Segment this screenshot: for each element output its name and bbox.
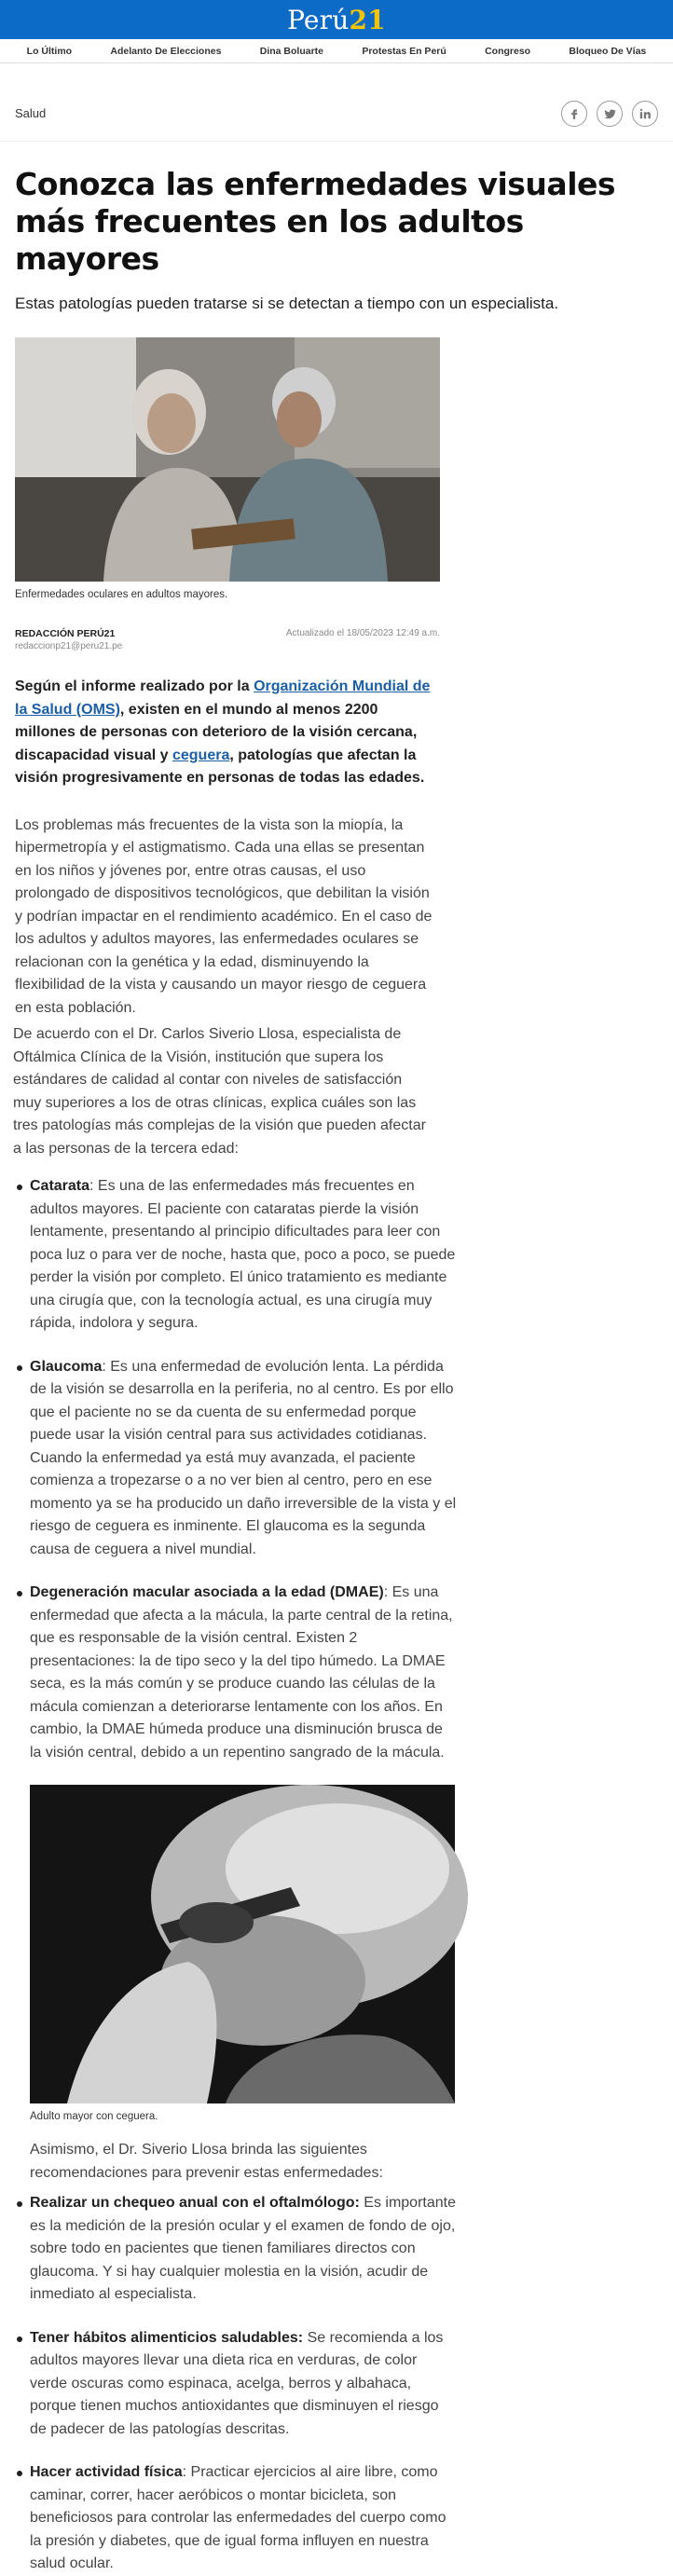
site-logo[interactable] — [287, 5, 386, 35]
blind-elder-illustration — [30, 1785, 455, 2103]
nav-item-protestas[interactable]: Protestas En Perú — [362, 45, 446, 57]
diseases-list — [0, 1175, 457, 1764]
facebook-icon[interactable] — [561, 101, 587, 127]
section-label[interactable]: Salud — [15, 106, 47, 120]
item-text: Es importante es la medición de la presión ocular y el examen de fondo de ojo, sobre todo en pacientes que tienen familiares directos con glaucoma. Y si hay cualquier molestia en la visión, acudir de inmediato al especialista. — [30, 2195, 456, 2302]
nav-item-dina-boluarte[interactable]: Dina Boluarte — [259, 45, 324, 57]
logo-number: 21 — [349, 4, 386, 35]
list-item — [30, 1175, 457, 1336]
author-email[interactable]: redaccionp21@peru21.pe — [15, 641, 123, 651]
nav-item-bloqueo-vias[interactable]: Bloqueo De Vías — [569, 45, 647, 57]
item-text: : Es una enfermedad que afecta a la mácula, la parte central de la retina, que es responsable de la visión central. Existen 2 presentaciones: la de tipo seco y la del tipo húmedo. La DMAE seca, es la más común y se produce cuando las células de la mácula comienzan a deteriorarse lentamente con los años. En cambio, la DMAE húmeda produce una disminución brusca de la visión central, debido a un repentino sangrado de la mácula. — [30, 1584, 453, 1761]
list-item — [30, 2461, 457, 2576]
item-title: Tener hábitos alimenticios saludables: — [30, 2329, 304, 2346]
list-item — [30, 1356, 457, 1562]
section-bar — [0, 86, 673, 142]
main-nav — [0, 39, 673, 63]
item-title: Hacer actividad física — [30, 2464, 183, 2480]
hero-image — [15, 337, 440, 582]
photo2-caption: Adulto mayor con ceguera. — [30, 2111, 158, 2122]
item-title: Catarata — [30, 1178, 90, 1194]
item-text: : Es una enfermedad de evolución lenta. La pérdida de la visión se desarrolla en la periferia, no al centro. Es por ello que el paciente no se da cuenta de su enfermedad porque puede usar la visión central para sus actividades cotidianas. Cuando la enfermedad ya está muy avanzada, el paciente comienza a tropezarse o a no ver bien al centro, pero en ese momento ya se ha producido un daño irreversible de la vista y el riesgo de ceguera es inminente. El glaucoma es la segunda causa de ceguera a nivel mundial. — [30, 1358, 457, 1557]
twitter-icon[interactable] — [597, 101, 623, 127]
nav-item-adelanto-elecciones[interactable]: Adelanto De Elecciones — [110, 45, 222, 57]
hero-illustration — [15, 337, 440, 582]
logo-text: Perú — [287, 4, 350, 35]
site-header — [0, 0, 673, 39]
item-text: : Es una de las enfermedades más frecuentes en adultos mayores. El paciente con cataratas pierde la visión lentamente, presentando al principio dificultades para leer con poca luz o para ver de noche, hasta que, poco a poco, se puede perder la visión por completo. El único tratamiento es mediante una cirugía que, con la tecnología actual, es una cirugía muy rápida, indolora y segura. — [30, 1178, 456, 1331]
article-subtitle: Estas patologías pueden tratarse si se detectan a tiempo con un especialista. — [15, 295, 559, 312]
hero-caption: Enfermedades oculares en adultos mayores. — [15, 589, 228, 600]
nav-item-congreso[interactable]: Congreso — [485, 45, 531, 57]
item-title: Glaucoma — [30, 1358, 103, 1375]
article-lead — [0, 676, 455, 790]
linkedin-icon[interactable] — [632, 101, 658, 127]
list-item — [30, 1582, 457, 1764]
lead-text-2: , existen en el mundo al menos 2200 millones de personas con deterioro de la visión cercana, discapacidad visual y — [15, 701, 418, 763]
share-buttons — [561, 101, 658, 127]
link-ceguera[interactable]: ceguera — [172, 747, 230, 763]
item-title: Degeneración macular asociada a la edad (DMAE) — [30, 1584, 384, 1600]
paragraph-2: De acuerdo con el Dr. Carlos Siverio Llosa, especialista de Oftálmica Clínica de la Visión, institución que supera los estándares de calidad al contar con niveles de satisfacción muy superiores a los de otras clínicas, explica cuáles son las tres patologías más complejas de la visión que pueden afectar a las personas de la tercera edad: — [13, 1026, 426, 1157]
nav-item-lo-ultimo[interactable]: Lo Último — [26, 45, 73, 57]
item-text: : Practicar ejercicios al aire libre, como caminar, correr, hacer aeróbicos o montar bicicleta, son beneficiosos para controlar las enfermedades del cuerpo como la presión y diabetes, que de igual forma influyen en nuestra salud ocular. — [30, 2464, 446, 2571]
item-text: Se recomienda a los adultos mayores llevar una dieta rica en verduras, de color verde oscuras como espinaca, acelga, berros y albahaca, porque tienen muchos antioxidantes que disminuyen el riesgo de padecer de las patologías descritas. — [30, 2329, 444, 2437]
blind-elder-image — [30, 1785, 455, 2103]
lead-text-1: Según el informe realizado por la — [15, 678, 254, 694]
item-title: Realizar un chequeo anual con el oftalmólogo: — [30, 2195, 360, 2211]
list-item — [30, 2327, 457, 2442]
article-title: Conozca las enfermedades visuales más frecuentes en los adultos mayores — [15, 166, 616, 277]
author-name[interactable]: REDACCIÓN PERÚ21 — [15, 628, 116, 639]
tips-list — [0, 2192, 457, 2576]
link-oms[interactable]: Organización Mundial de la Salud (OMS) — [15, 678, 431, 718]
paragraph-1: Los problemas más frecuentes de la vista son la miopía, la hipermetropía y el astigmatismo. Cada una ellas se presentan en los niños y jóvenes por, entre otras causas, el uso prolongado de dispositivos tecnológicos, que debilitan la visión y podrían impactar en el rendimiento académico. En el caso de los adultos y adultos mayores, las enfermedades oculares se relacionan con la genética y la edad, disminuyendo la flexibilidad de la vista y causando un mayor riesgo de ceguera en esta población. — [15, 816, 433, 1016]
updated-date: Actualizado el 18/05/2023 12:49 a.m. — [285, 628, 440, 638]
author-block — [15, 628, 122, 651]
list-item — [30, 2192, 457, 2307]
byline — [0, 628, 455, 651]
paragraph-3: Asimismo, el Dr. Siverio Llosa brinda las siguientes recomendaciones para prevenir estas enfermedades: — [30, 2142, 383, 2181]
lead-text-3: , patologías que afectan la visión progresivamente en personas de todas las edades. — [15, 747, 425, 786]
